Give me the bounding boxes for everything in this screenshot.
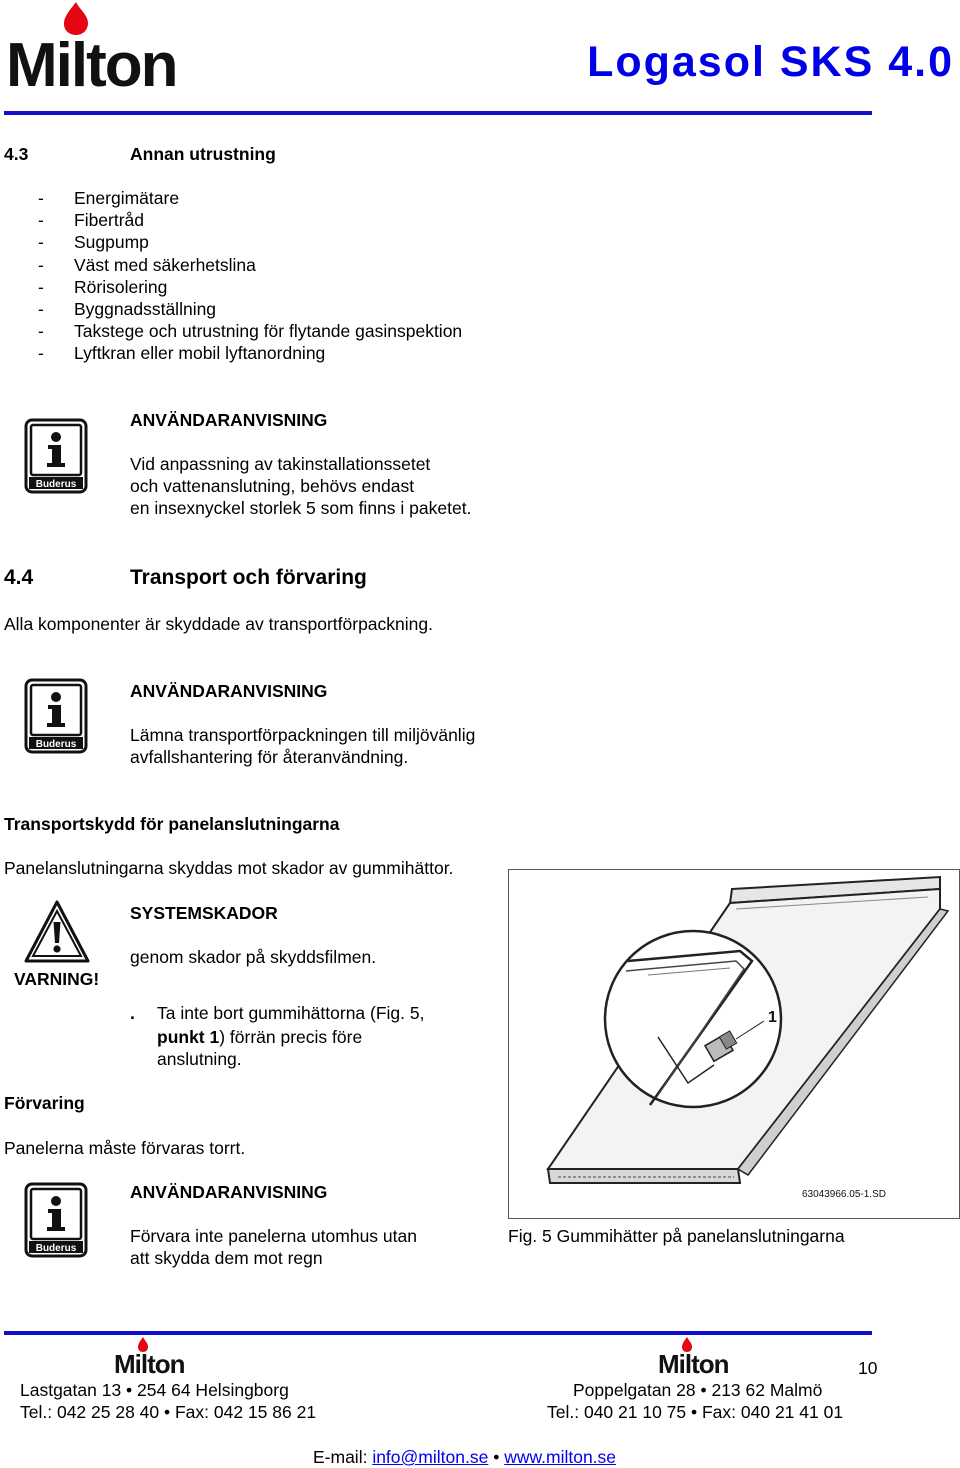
callout-number: 1 [768,1009,777,1026]
list-item-text: Byggnadsställning [74,298,217,319]
footer-address-right: Poppelgatan 28 • 213 62 Malmö [573,1380,823,1400]
list-item [38,342,462,364]
section-title-4-4: Transport och förvaring [130,566,367,589]
logo-text: Milton [6,31,177,95]
info-icon [24,1182,88,1258]
warning-title: SYSTEMSKADOR [130,903,278,923]
paragraph: Panelanslutningarna skyddas mot skador av gummihättor. [4,858,454,878]
list-item [38,298,462,320]
paragraph: Panelerna måste förvaras torrt. [4,1138,246,1158]
list-item-text: Energimätare [74,188,180,208]
footer-logo-right [657,1336,749,1376]
warning-bullet-line [157,1026,362,1048]
subheading: Transportskydd för panelanslutningarna [4,814,340,834]
subheading: Förvaring [4,1093,85,1113]
logo-text: Milton [114,1349,185,1376]
warning-triangle-icon [24,900,90,964]
warning-bullet-rest: ) förrän precis före [219,1027,363,1047]
notice-label: ANVÄNDARANVISNING [130,410,328,430]
footer-phone-left: Tel.: 042 25 28 40 • Fax: 042 15 86 21 [20,1402,317,1422]
icon-brand-label: Buderus [35,1243,77,1254]
list-item [38,254,462,276]
footer-phone-right: Tel.: 040 21 10 75 • Fax: 040 21 41 01 [547,1402,844,1422]
info-icon [24,418,88,494]
notice-text-line: att skydda dem mot regn [130,1248,323,1268]
warning-label: VARNING! [14,969,100,989]
solar-panel-figure [508,869,960,1219]
list-dash: - [38,254,44,275]
list-dash: - [38,298,44,319]
notice-text-line: och vattenanslutning, behövs endast [130,476,415,496]
icon-brand-label: Buderus [35,739,77,750]
footer-logo-left [113,1336,205,1376]
figure-code: 63043966.05-1.SD [802,1189,886,1200]
product-title: Logasol SKS 4.0 [587,38,954,86]
notice-text-line: avfallshantering för återanvändning. [130,747,409,767]
footer-address-left: Lastgatan 13 • 254 64 Helsingborg [20,1380,289,1400]
list-dash: - [38,188,44,208]
list-dash: - [38,343,44,364]
list-item-text: Sugpump [74,232,149,253]
section-text: Alla komponenter är skyddade av transportförpackning. [4,614,433,634]
warning-bullet-line: Ta inte bort gummihättorna (Fig. 5, [157,1003,425,1023]
figure-caption: Fig. 5 Gummihätter på panelanslutningarna [508,1226,845,1246]
list-dash: - [38,321,44,342]
list-item [38,187,462,209]
notice-text-line: en insexnyckel storlek 5 som finns i paketet. [130,498,472,518]
magnified-detail [605,931,781,1107]
bullet-marker: . [130,1003,135,1023]
list-dash: - [38,276,44,297]
header-rule [4,111,872,115]
equipment-list [38,187,462,365]
footer-rule [4,1331,872,1335]
notice-text-line: Lämna transportförpackningen till miljövänlig [130,725,476,745]
section-title-4-3: Annan utrustning [130,144,276,164]
warning-bullet-line: anslutning. [157,1049,242,1069]
warning-text: genom skador på skyddsfilmen. [130,947,377,967]
bold-point-ref: punkt 1 [157,1027,220,1047]
list-item [38,209,462,231]
notice-label: ANVÄNDARANVISNING [130,681,328,701]
list-dash: - [38,210,44,231]
section-number-4-3: 4.3 [4,144,29,164]
list-item-text: Väst med säkerhetslina [74,254,256,275]
icon-brand-label: Buderus [35,479,77,490]
logo-text: Milton [658,1349,729,1376]
milton-logo [4,0,219,95]
list-item-text: Lyftkran eller mobil lyftanordning [74,343,326,364]
notice-text-line: Vid anpassning av takinstallationssetet [130,454,431,474]
list-item-text: Rörisolering [74,276,168,297]
list-item [38,276,462,298]
list-item-text: Takstege och utrustning för flytande gasinspektion [74,321,463,342]
info-icon [24,678,88,754]
list-item [38,320,462,342]
section-number-4-4: 4.4 [4,566,34,589]
website-link[interactable]: www.milton.se [504,1447,617,1467]
list-dash: - [38,232,44,253]
contact-separator: • [488,1447,505,1467]
email-label: E-mail: [313,1447,373,1467]
list-item [38,231,462,253]
page-number: 10 [858,1358,878,1378]
email-link[interactable]: info@milton.se [372,1447,489,1467]
notice-label: ANVÄNDARANVISNING [130,1182,328,1202]
footer-contact [313,1446,616,1468]
notice-text-line: Förvara inte panelerna utomhus utan [130,1226,417,1246]
list-item-text: Fibertråd [74,210,145,231]
